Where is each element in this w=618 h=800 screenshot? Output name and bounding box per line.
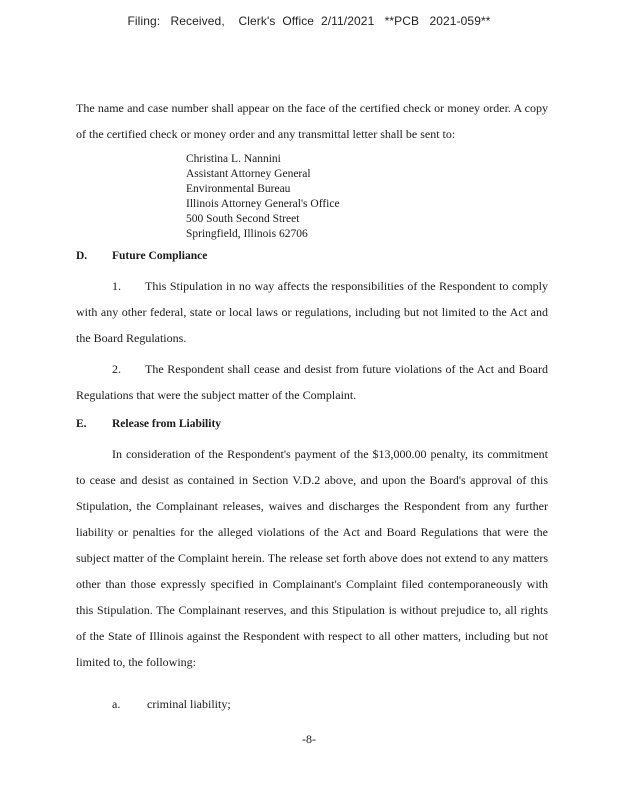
page-number: -8- (302, 732, 316, 746)
section-e-paragraph (76, 441, 548, 675)
address-line: Environmental Bureau (186, 183, 291, 195)
section-e-title: Release from Liability (112, 418, 222, 430)
paragraph-text: This Stipulation in no way affects the responsibilities of the Respondent to comply with any other federal, state or local laws or regulations, including but not limited to the Act and the Board Regulations. (76, 279, 548, 345)
section-d-paragraph-2 (76, 356, 548, 408)
paragraph-number: 1. (112, 279, 121, 293)
section-d-heading (76, 250, 207, 262)
address-line: Springfield, Illinois 62706 (186, 228, 308, 240)
paragraph-text: The Respondent shall cease and desist from future violations of the Act and Board Regulations that were the subject matter of the Complaint. (76, 362, 548, 402)
address-line: Assistant Attorney General (186, 168, 311, 180)
list-item-letter: a. (112, 697, 121, 711)
intro-paragraph: The name and case number shall appear on the face of the certified check or money order. A copy of the certified check or money order and any transmittal letter shall be sent to: (76, 101, 548, 141)
section-e-heading (76, 418, 221, 430)
list-item-a (112, 697, 231, 712)
paragraph-number: 2. (112, 362, 121, 376)
address-line: Christina L. Nannini (186, 153, 281, 165)
list-item-text: criminal liability; (147, 697, 231, 711)
address-block (186, 152, 340, 242)
section-d-letter: D. (76, 250, 88, 262)
filing-stamp-header: Filing: Received, Clerk's Office 2/11/2021 **PCB 2021-059** (127, 14, 491, 28)
section-d-paragraph-1 (76, 273, 548, 351)
address-line: Illinois Attorney General's Office (186, 198, 340, 210)
section-e-letter: E. (76, 418, 87, 430)
address-line: 500 South Second Street (186, 213, 300, 225)
paragraph-text: In consideration of the Respondent's payment of the $13,000.00 penalty, its commitment to cease and desist as contained in Section V.D.2 above, and upon the Board's approval of this Stipulation, the Complainant releases, waives and discharges the Respondent from any further liability or penalties for the alleged violations of the Act and Board Regulations that were the subject matter of the Complaint herein. The release set forth above does not extend to any matters other than those expressly specified in Complainant's Complaint filed contemporaneously with this Stipulation. The Complainant reserves, and this Stipulation is without prejudice to, all rights of the State of Illinois against the Respondent with respect to all other matters, including but not limited to, the following: (76, 447, 548, 669)
section-d-title: Future Compliance (112, 250, 208, 262)
